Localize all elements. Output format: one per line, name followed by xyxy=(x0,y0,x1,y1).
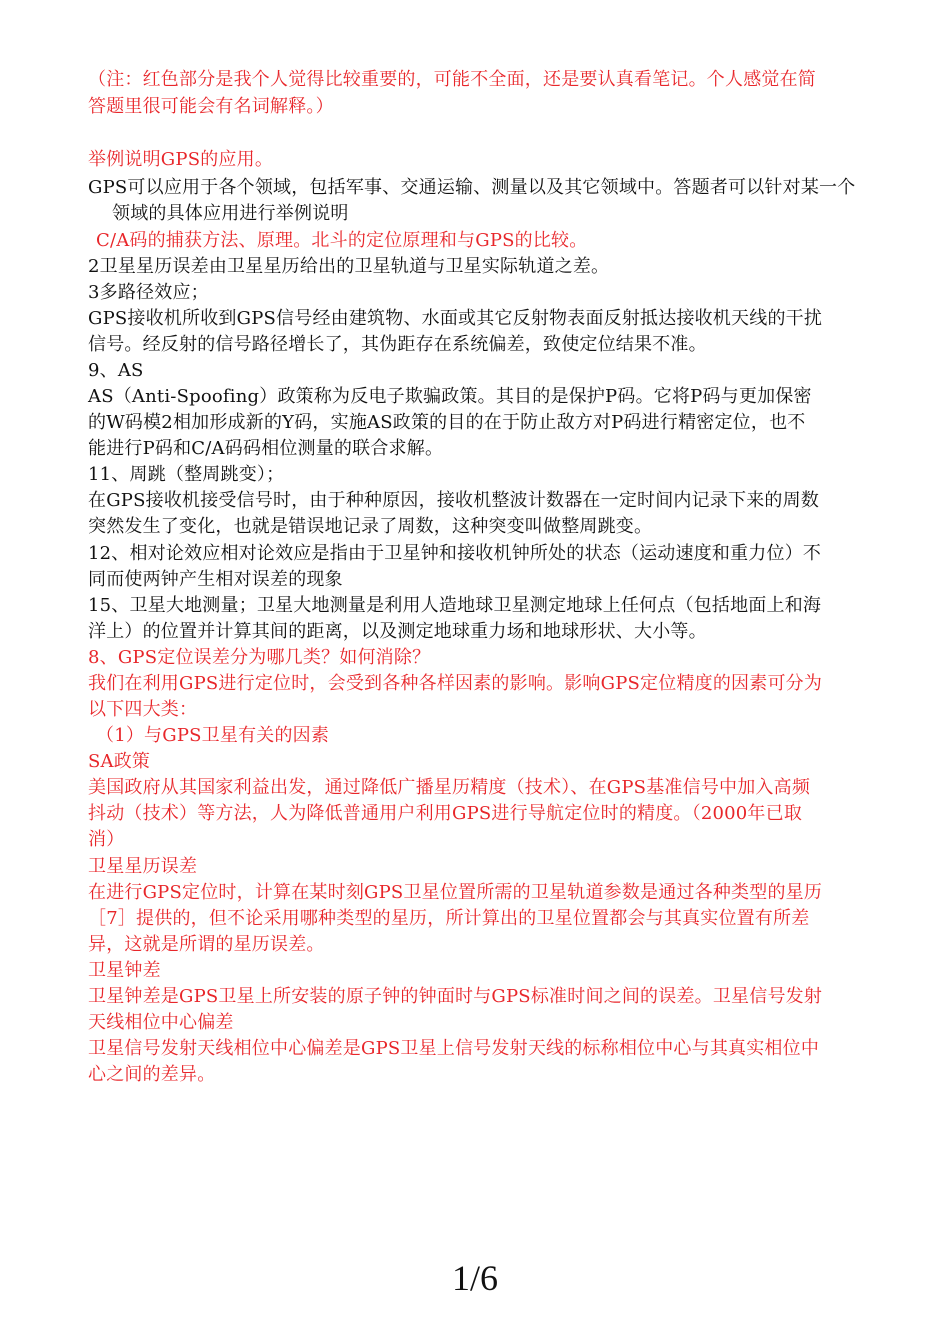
text-line: 异，这就是所谓的星历误差。 xyxy=(88,934,325,955)
text-line: AS（Anti-Spoofing）政策称为反电子欺骗政策。其目的是保护P码。它将P码与更加保密 xyxy=(88,386,812,407)
text-line: 洋上）的位置并计算其间的距离，以及测定地球重力场和地球形状、大小等。 xyxy=(88,621,707,642)
text-line: 的W码模2相加形成新的Y码，实施AS政策的目的在于防止敌方对P码进行精密定位，也不 xyxy=(88,412,806,433)
text-line: 在进行GPS定位时，计算在某时刻GPS卫星位置所需的卫星轨道参数是通过各种类型的星历 xyxy=(88,882,823,903)
text-line: 美国政府从其国家利益出发，通过降低广播星历精度（技术）、在GPS基准信号中加入高频 xyxy=(88,777,811,798)
text-line: 消） xyxy=(88,829,125,850)
text-line: GPS接收机所收到GPS信号经由建筑物、水面或其它反射物表面反射抵达接收机天线的干扰 xyxy=(88,308,823,329)
text-line: 12、相对论效应相对论效应是指由于卫星钟和接收机钟所处的状态（运动速度和重力位）不 xyxy=(88,543,822,564)
text-line: 答题里很可能会有名词解释。） xyxy=(88,96,334,117)
text-line: 领域的具体应用进行举例说明 xyxy=(112,203,349,224)
page-number: 1/6 xyxy=(451,1258,498,1298)
section-heading: 举例说明GPS的应用。 xyxy=(88,149,274,170)
section-heading: 8、GPS定位误差分为哪几类？如何消除？ xyxy=(88,647,431,668)
text-line: GPS可以应用于各个领域，包括军事、交通运输、测量以及其它领域中。答题者可以针对某一个 xyxy=(88,177,856,198)
text-line: 9、AS xyxy=(88,360,144,381)
text-line: 11、周跳（整周跳变）； xyxy=(88,464,285,485)
text-line: 卫星信号发射天线相位中心偏差是GPS卫星上信号发射天线的标称相位中心与其真实相位中 xyxy=(88,1038,820,1059)
text-line: 同而使两钟产生相对误差的现象 xyxy=(88,569,343,590)
text-line: ［7］提供的，但不论采用哪种类型的星历，所计算出的卫星位置都会与其真实位置有所差 xyxy=(88,908,810,929)
text-line: 信号。经反射的信号路径增长了，其伪距存在系统偏差，致使定位结果不准。 xyxy=(88,334,707,355)
text-line: 天线相位中心偏差 xyxy=(88,1012,234,1033)
text-line: 2卫星星历误差由卫星星历给出的卫星轨道与卫星实际轨道之差。 xyxy=(88,256,610,277)
text-line: 心之间的差异。 xyxy=(88,1064,216,1085)
text-line: （1）与GPS卫星有关的因素 xyxy=(96,725,330,746)
text-line: SA政策 xyxy=(88,751,151,772)
text-line: 突然发生了变化，也就是错误地记录了周数，这种突变叫做整周跳变。 xyxy=(88,516,653,537)
text-line: 卫星钟差 xyxy=(88,960,161,981)
text-line: 卫星钟差是GPS卫星上所安装的原子钟的钟面时与GPS标准时间之间的误差。卫星信号发射 xyxy=(88,986,823,1007)
text-line: 以下四大类： xyxy=(88,699,198,720)
text-line: 15、卫星大地测量；卫星大地测量是利用人造地球卫星测定地球上任何点（包括地面上和海 xyxy=(88,595,822,616)
text-line: （注：红色部分是我个人觉得比较重要的，可能不全面，还是要认真看笔记。个人感觉在简 xyxy=(88,69,816,90)
text-line: 能进行P码和C/A码码相位测量的联合求解。 xyxy=(88,438,444,459)
text-line: 抖动（技术）等方法，人为降低普通用户利用GPS进行导航定位时的精度。（2000年已取 xyxy=(88,803,803,824)
text-line: 3多路径效应； xyxy=(88,282,209,303)
section-heading: C/A码的捕获方法、原理。北斗的定位原理和与GPS的比较。 xyxy=(96,230,588,251)
text-line: 在GPS接收机接受信号时，由于种种原因，接收机整波计数器在一定时间内记录下来的周数 xyxy=(88,490,820,511)
text-line: 我们在利用GPS进行定位时，会受到各种各样因素的影响。影响GPS定位精度的因素可分为 xyxy=(88,673,823,694)
text-line: 卫星星历误差 xyxy=(88,856,198,877)
